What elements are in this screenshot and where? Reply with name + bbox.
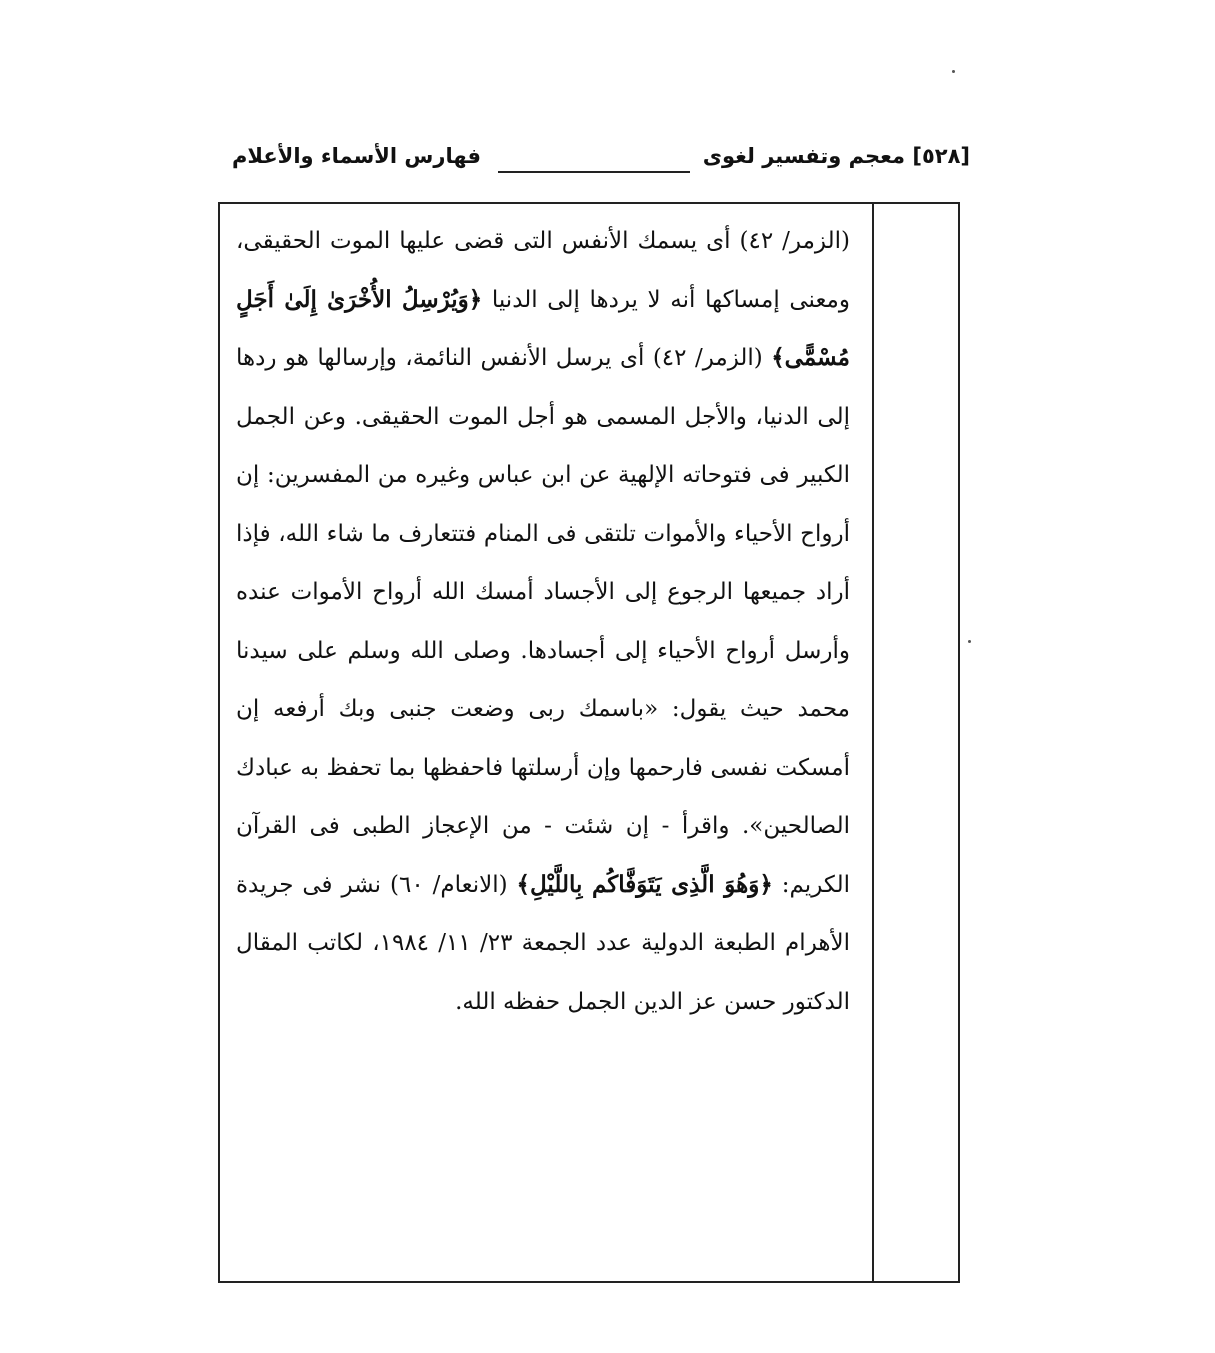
section-title: فهارس الأسماء والأعلام	[232, 144, 481, 168]
margin-column-divider	[872, 204, 874, 1281]
quran-verse: ﴿وَيُرْسِلُ الأُخْرَىٰ إِلَىٰ أَجَلٍ مُسْمًّى﴾	[236, 285, 850, 371]
header-rule	[498, 171, 690, 173]
scan-speck	[968, 640, 971, 643]
quran-verse: ﴿وَهُوَ الَّذِى يَتَوَفَّاكُم بِاللَّيْلِ﴾	[516, 870, 773, 898]
page-number-and-book-title: [٥٢٨] معجم وتفسير لغوى	[702, 144, 970, 168]
scan-speck	[952, 70, 955, 73]
text-segment: (الزمر/ ٤٢) أى يسمك الأنفس التى قضى عليها الموت الحقيقى، ومعنى إمساكها أنه لا يردها إلى الدنيا	[236, 228, 850, 313]
running-header	[232, 138, 970, 178]
main-paragraph	[236, 212, 850, 1031]
text-segment: (الانعام/ ٦٠) نشر فى جريدة الأهرام الطبعة الدولية عدد الجمعة ٢٣/ ١١/ ١٩٨٤، لكاتب المقال الدكتور حسن عز الدين الجمل حفظه الله.	[236, 871, 851, 1015]
body-text	[236, 212, 850, 1031]
text-segment: (الزمر/ ٤٢) أى يرسل الأنفس النائمة، وإرسالها هو ردها إلى الدنيا، والأجل المسمى هو أجل الموت الحقيقى. وعن الجمل الكبير فى فتوحاته الإلهية عن ابن عباس وغيره من المفسرين: إن أرواح الأحياء والأموات تلتقى فى المنام فتتعارف ما شاء الله، فإذا أراد جميعها الرجوع إلى الأجساد أمسك الله أرواح الأموات عنده وأرسل أرواح الأحياء إلى أجسادها. وصلى الله وسلم على سيدنا محمد حيث يقول: «باسمك ربى وضعت جنبى وبك أرفعه إن أمسكت نفسى فارحمها وإن أرسلتها فاحفظها بما تحفظ به عبادك الصالحين». واقرأ - إن شئت - من الإعجاز الطبى فى القرآن الكريم:	[236, 345, 850, 898]
